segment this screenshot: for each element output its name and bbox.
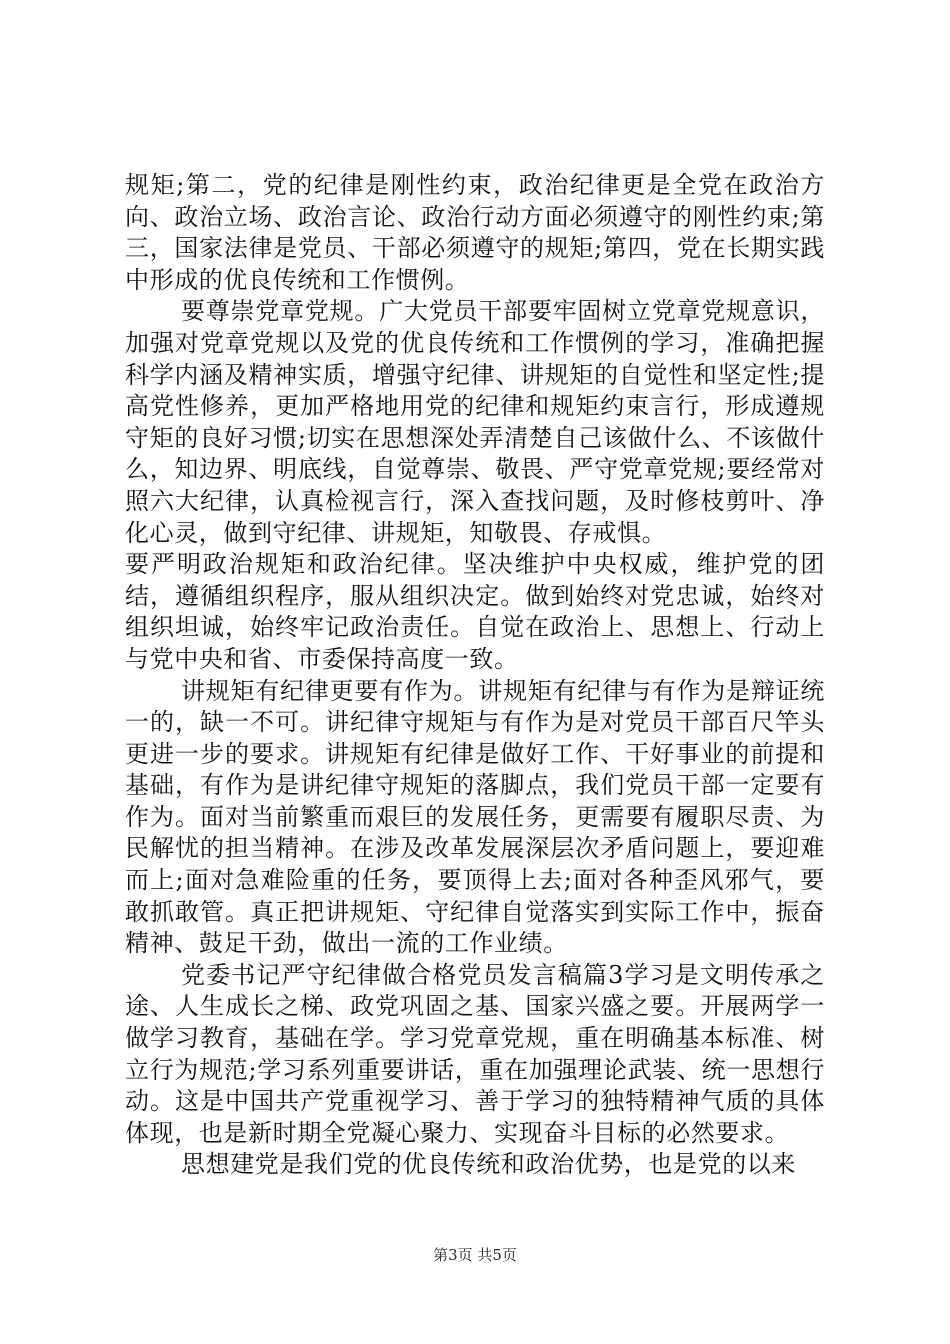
paragraph-4: 讲规矩有纪律更要有作为。讲规矩有纪律与有作为是辩证统一的，缺一不可。讲纪律守规矩与有作为是对党员干部百尺竿头更进一步的要求。讲规矩有纪律是做好工作、干好事业的前提和基础，有作为是讲纪律守规矩的落脚点，我们党员干部一定要有作为。面对当前繁重而艰巨的发展任务，更需要有履职尽责、为民解忧的担当精神。在涉及改革发展深层次矛盾问题上，要迎难而上;面对急难险重的任务，要顶得上去;面对各种歪风邪气，要敢抓敢管。真正把讲规矩、守纪律自觉落实到实际工作中，振奋精神、鼓足干劲，做出一流的工作业绩。 <box>125 676 825 958</box>
body-text <box>125 170 825 1181</box>
paragraph-1: 规矩;第二，党的纪律是刚性约束，政治纪律更是全党在政治方向、政治立场、政治言论、政治行动方面必须遵守的刚性约束;第三，国家法律是党员、干部必须遵守的规矩;第四，党在长期实践中形成的优良传统和工作惯例。 <box>125 171 825 294</box>
paragraph-6: 思想建党是我们党的优良传统和政治优势，也是党的以来 <box>181 1150 796 1179</box>
paragraph-2: 要尊崇党章党规。广大党员干部要牢固树立党章党规意识，加强对党章党规以及党的优良传统和工作惯例的学习，准确把握科学内涵及精神实质，增强守纪律、讲规矩的自觉性和坚定性;提高党性修养，更加严格地用党的纪律和规矩约束言行，形成遵规守矩的良好习惯;切实在思想深处弄清楚自己该做什么、不该做什么，知边界、明底线，自觉尊崇、敬畏、严守党章党规;要经常对照六大纪律，认真检视言行，深入查找问题，及时修枝剪叶、净化心灵，做到守纪律、讲规矩，知敬畏、存戒惧。 <box>125 297 825 547</box>
page-footer <box>0 1245 950 1265</box>
paragraph-3: 要严明政治规矩和政治纪律。坚决维护中央权威，维护党的团结，遵循组织程序，服从组织决定。做到始终对党忠诚，始终对组织坦诚，始终牢记政治责任。自觉在政治上、思想上、行动上与党中央和省、市委保持高度一致。 <box>125 550 825 673</box>
paragraph-5: 党委书记严守纪律做合格党员发言稿篇3学习是文明传承之途、人生成长之梯、政党巩固之基、国家兴盛之要。开展两学一做学习教育，基础在学。学习党章党规，重在明确基本标准、树立行为规范;学习系列重要讲话，重在加强理论武装、统一思想行动。这是中国共产党重视学习、善于学习的独特精神气质的具体体现，也是新时期全党凝心聚力、实现奋斗目标的必然要求。 <box>125 960 825 1147</box>
page-number-label: 第3页 共5页 <box>433 1246 517 1264</box>
